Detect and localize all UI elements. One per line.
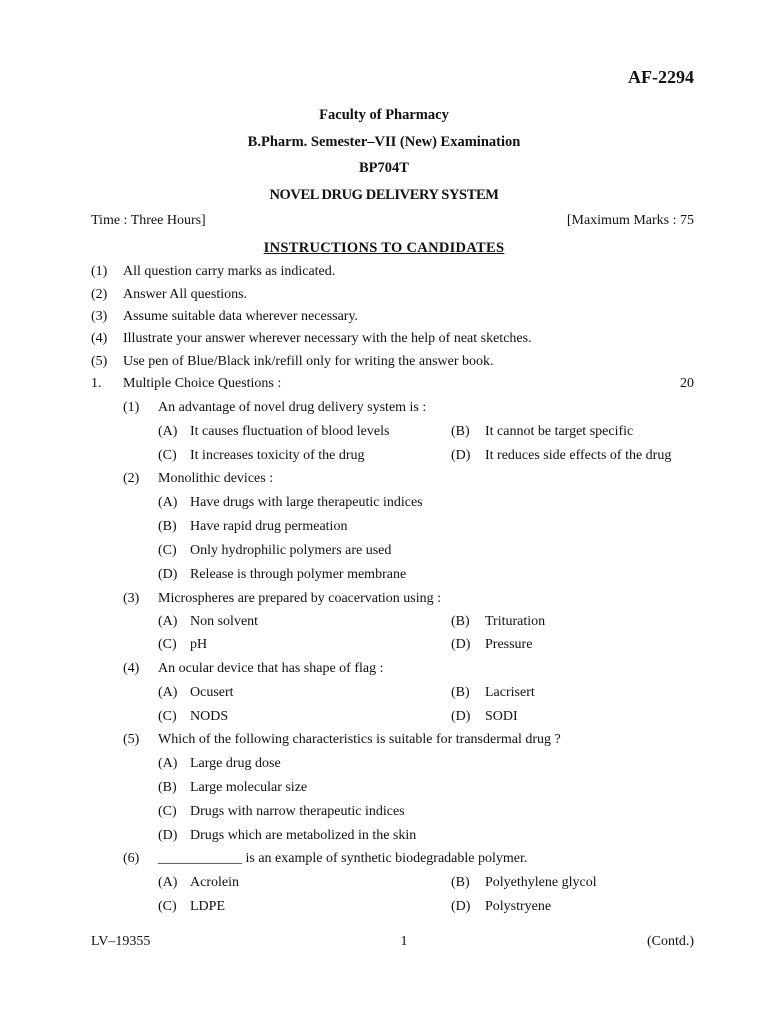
option-label: (C)	[158, 448, 177, 463]
option-label: (B)	[451, 875, 470, 890]
sub-question-number: (4)	[123, 661, 140, 676]
instruction-text: Illustrate your answer wherever necessary with the help of neat sketches.	[123, 331, 532, 346]
instruction-number: (2)	[91, 287, 108, 302]
continued-label: (Contd.)	[646, 934, 694, 949]
instruction-number: (5)	[91, 354, 108, 369]
option-text: Pressure	[485, 637, 533, 652]
option-label: (D)	[451, 709, 471, 724]
option-text: Large molecular size	[190, 780, 308, 795]
option-text: Polyethylene glycol	[485, 875, 597, 890]
option-text: Have rapid drug permeation	[190, 519, 348, 534]
option-label: (D)	[158, 567, 178, 582]
option-label: (C)	[158, 637, 177, 652]
instruction-text: Assume suitable data wherever necessary.	[123, 309, 359, 324]
option-text: Lacrisert	[485, 685, 535, 700]
instruction-number: (3)	[91, 309, 108, 324]
option-text: Drugs which are metabolized in the skin	[190, 828, 417, 843]
option-text: Have drugs with large therapeutic indices	[190, 495, 423, 510]
option-text: Acrolein	[190, 875, 239, 890]
option-text: Drugs with narrow therapeutic indices	[190, 804, 405, 819]
paper-code: BP704T	[359, 160, 409, 176]
question-title: Multiple Choice Questions :	[123, 376, 282, 391]
option-label: (B)	[451, 424, 470, 439]
option-label: (C)	[158, 709, 177, 724]
sub-question-text: An advantage of novel drug delivery system is :	[158, 400, 427, 415]
instruction-number: (1)	[91, 264, 108, 279]
option-label: (C)	[158, 899, 177, 914]
option-text: Release is through polymer membrane	[190, 567, 407, 582]
question-marks: 20	[680, 376, 694, 391]
instructions-title: INSTRUCTIONS TO CANDIDATES	[263, 240, 505, 256]
instruction-text: Use pen of Blue/Black ink/refill only for writing the answer book.	[123, 354, 494, 369]
sub-question-text: Which of the following characteristics is suitable for transdermal drug ?	[158, 732, 561, 747]
instruction-text: All question carry marks as indicated.	[123, 264, 336, 279]
footer-code: LV–19355	[91, 934, 151, 949]
option-text: It causes fluctuation of blood levels	[190, 424, 390, 439]
option-label: (A)	[158, 424, 178, 439]
option-text: Ocusert	[190, 685, 234, 700]
instruction-text: Answer All questions.	[123, 287, 248, 302]
option-label: (A)	[158, 875, 178, 890]
option-label: (A)	[158, 685, 178, 700]
option-text: It increases toxicity of the drug	[190, 448, 365, 463]
subject-title: NOVEL DRUG DELIVERY SYSTEM	[269, 187, 499, 203]
option-text: SODI	[485, 709, 518, 724]
option-text: Only hydrophilic polymers are used	[190, 543, 392, 558]
instruction-number: (4)	[91, 331, 108, 346]
question-number: 1.	[91, 376, 102, 391]
sub-question-number: (5)	[123, 732, 140, 747]
exam-title: B.Pharm. Semester–VII (New) Examination	[247, 134, 521, 150]
time-allowed: Time : Three Hours]	[91, 213, 206, 228]
option-text: Non solvent	[190, 614, 259, 629]
option-text: It reduces side effects of the drug	[485, 448, 672, 463]
option-text: It cannot be target specific	[485, 424, 634, 439]
option-text: NODS	[190, 709, 229, 724]
sub-question-number: (1)	[123, 400, 140, 415]
sub-question-number: (3)	[123, 591, 140, 606]
maximum-marks: [Maximum Marks : 75	[566, 213, 694, 228]
option-label: (B)	[158, 519, 177, 534]
option-text: Polystryene	[485, 899, 552, 914]
option-text: Trituration	[485, 614, 546, 629]
option-label: (C)	[158, 804, 177, 819]
option-label: (D)	[451, 448, 471, 463]
option-label: (B)	[451, 614, 470, 629]
option-label: (A)	[158, 614, 178, 629]
faculty-title: Faculty of Pharmacy	[319, 107, 449, 123]
option-label: (B)	[158, 780, 177, 795]
sub-question-text: Monolithic devices :	[158, 471, 274, 486]
option-label: (C)	[158, 543, 177, 558]
option-label: (A)	[158, 756, 178, 771]
option-label: (A)	[158, 495, 178, 510]
option-label: (D)	[158, 828, 178, 843]
sub-question-number: (2)	[123, 471, 140, 486]
sub-question-number: (6)	[123, 851, 140, 866]
option-label: (D)	[451, 899, 471, 914]
option-text: Large drug dose	[190, 756, 281, 771]
sub-question-text: ____________ is an example of synthetic biodegradable polymer.	[158, 851, 528, 866]
sub-question-text: Microspheres are prepared by coacervation using :	[158, 591, 441, 606]
option-label: (B)	[451, 685, 470, 700]
option-label: (D)	[451, 637, 471, 652]
page-number: 1	[400, 934, 408, 949]
option-text: pH	[190, 637, 208, 652]
sub-question-text: An ocular device that has shape of flag :	[158, 661, 384, 676]
option-text: LDPE	[190, 899, 225, 914]
paper-code-corner: AF-2294	[628, 67, 694, 87]
